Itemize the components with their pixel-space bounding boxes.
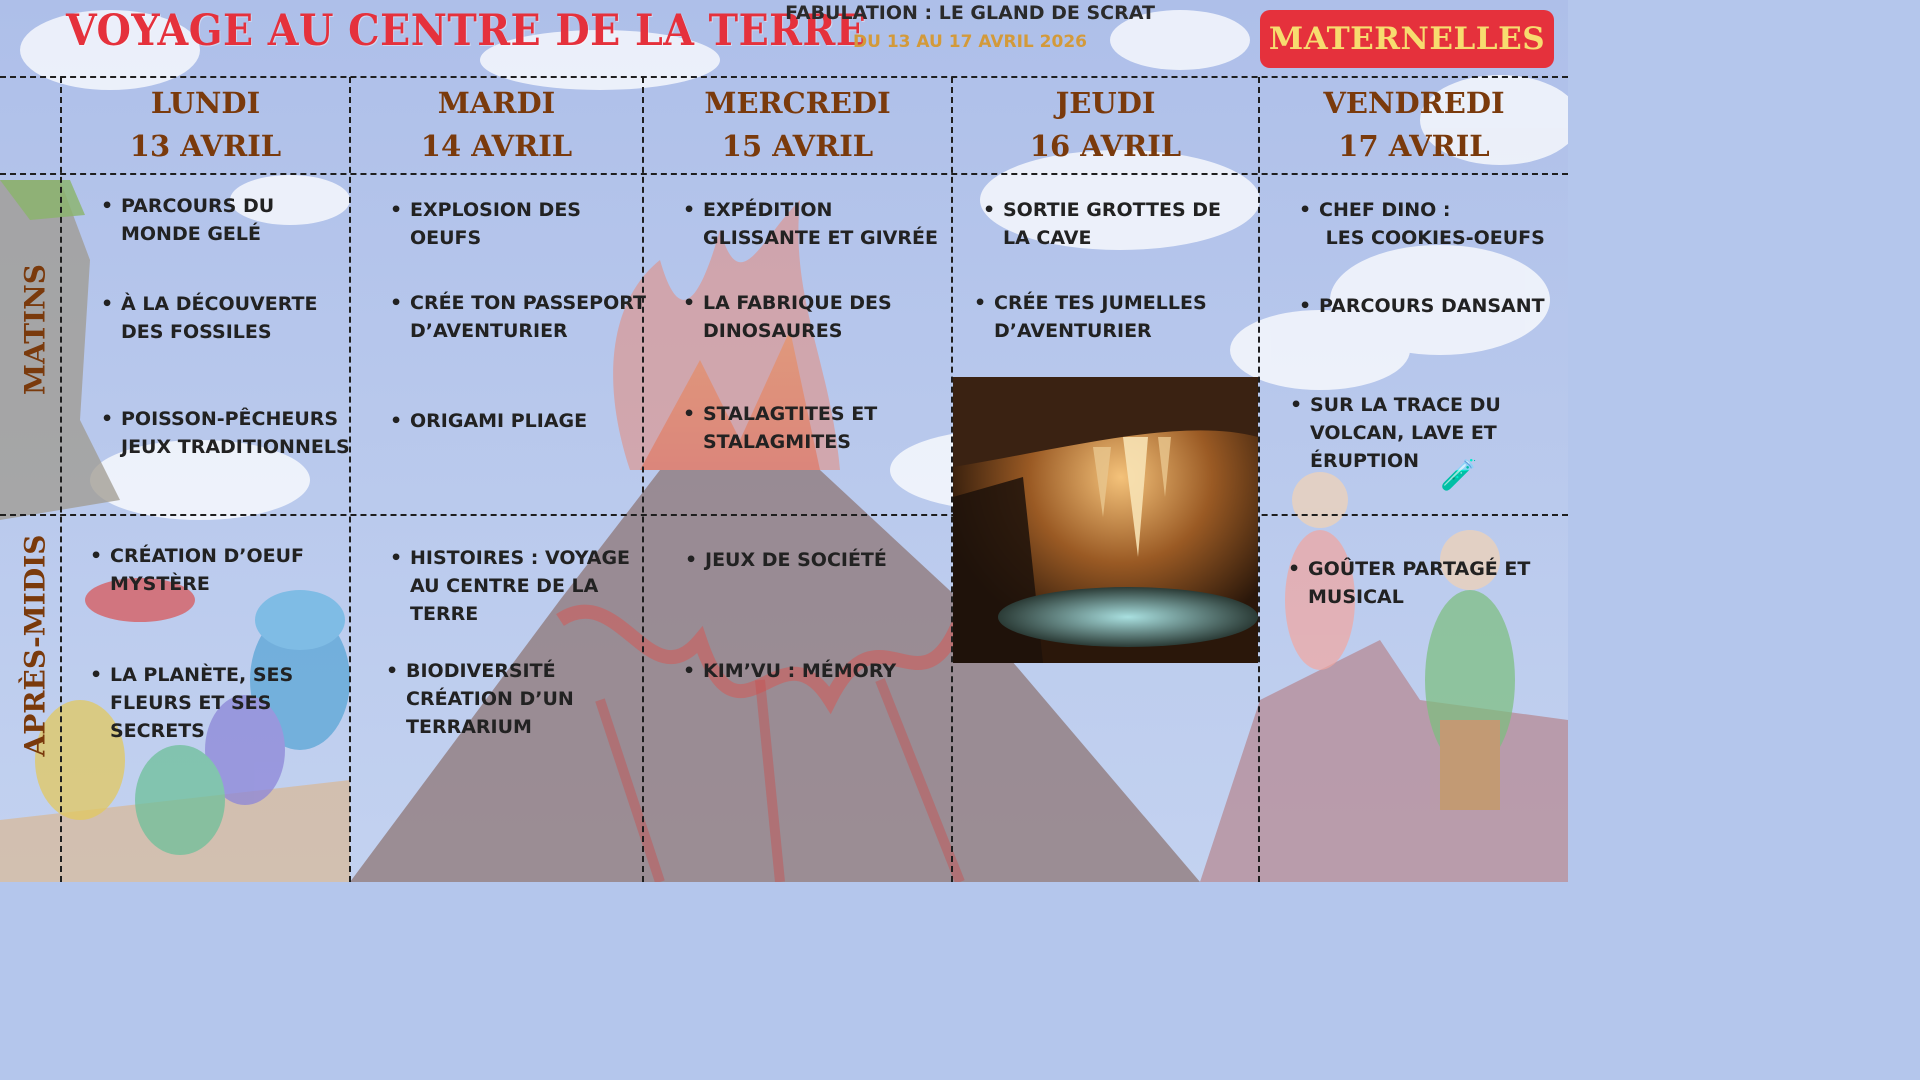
activity-tue-afternoon-2: • BIODIVERSITÉ CRÉATION D’UN TERRARIUM [386,660,574,738]
grid-line-col3 [642,77,644,882]
activity-wed-afternoon-2: • KIM’VU : MÉMORY [683,660,897,682]
day-name: LUNDI [150,86,261,120]
grid-line-col5 [1258,77,1260,882]
day-date: 16 AVRIL [1029,129,1182,163]
fabulation-subtitle: FABULATION : LE GLAND DE SCRAT [785,2,1155,24]
grid-line-middle [0,514,1568,516]
activity-thu-morning-1: • SORTIE GROTTES DE LA CAVE [983,199,1221,249]
cave-photo [953,377,1258,663]
day-date: 13 AVRIL [129,129,282,163]
row-label-afternoon: APRÈS-MIDIS [18,534,52,757]
grid-line-col1 [60,77,62,882]
activity-tue-morning-3: • ORIGAMI PLIAGE [390,410,588,432]
activity-wed-afternoon-1: • JEUX DE SOCIÉTÉ [685,549,887,571]
row-label-morning: MATINS [18,264,52,395]
day-header-friday [1260,82,1568,172]
activity-thu-morning-2: • CRÉE TES JUMELLES D’AVENTURIER [974,292,1207,342]
flask-icon: 🧪 [1440,458,1478,493]
day-header-wednesday [644,82,951,172]
day-name: MARDI [437,86,556,120]
activity-tue-afternoon-1: • HISTOIRES : VOYAGE AU CENTRE DE LA TERRE [390,547,631,625]
activity-wed-morning-1: • EXPÉDITION GLISSANTE ET GIVRÉE [683,199,938,249]
day-date: 17 AVRIL [1338,129,1490,163]
activity-wed-morning-2: • LA FABRIQUE DES DINOSAURES [683,292,892,342]
activity-fri-morning-3: • SUR LA TRACE DU VOLCAN, LAVE ET ÉRUPTION [1290,394,1501,472]
activity-fri-morning-2: • PARCOURS DANSANT [1299,295,1545,317]
grid-line-header [0,173,1568,175]
day-name: MERCREDI [704,86,891,120]
grid-line-top [0,76,1568,78]
activity-tue-morning-2: • CRÉE TON PASSEPORT D’AVENTURIER [390,292,646,342]
activity-mon-afternoon-1: • CRÉATION D’OEUF MYSTÈRE [90,545,305,595]
activity-mon-morning-2: • À LA DÉCOUVERTE DES FOSSILES [101,293,318,343]
date-range: DU 13 AU 17 AVRIL 2026 [853,32,1087,52]
day-header-monday [62,82,349,172]
day-name: VENDREDI [1323,86,1505,120]
day-date: 14 AVRIL [420,129,573,163]
day-header-tuesday [351,82,642,172]
activity-mon-morning-1: • PARCOURS DU MONDE GELÉ [101,195,275,245]
activity-fri-morning-1: • CHEF DINO : LES COOKIES-OEUFS [1299,199,1545,249]
day-header-thursday [953,82,1258,172]
activity-tue-morning-1: • EXPLOSION DES OEUFS [390,199,581,249]
grid-line-col2 [349,77,351,882]
day-name: JEUDI [1055,86,1156,120]
level-badge: MATERNELLES [1260,10,1554,68]
activity-mon-afternoon-2: • LA PLANÈTE, SES FLEURS ET SES SECRETS [90,664,294,742]
page-title: VOYAGE AU CENTRE DE LA TERRE [66,6,867,56]
activity-mon-morning-3: • POISSON-PÊCHEURS JEUX TRADITIONNELS [101,408,350,458]
day-date: 15 AVRIL [721,129,874,163]
activity-fri-afternoon-1: • GOÛTER PARTAGÉ ET MUSICAL [1288,558,1531,608]
activity-wed-morning-3: • STALAGTITES ET STALAGMITES [683,403,878,453]
